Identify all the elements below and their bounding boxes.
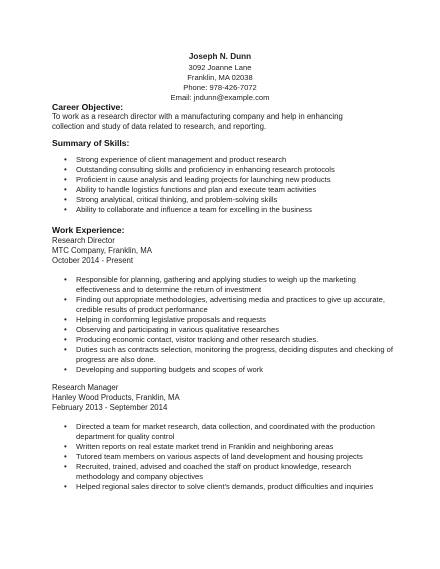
address-city: Franklin, MA 02038 bbox=[187, 73, 253, 82]
duty-item: • Finding out appropriate methodologies, advertising media and practices to give up accurate, credible results of product performance bbox=[64, 295, 394, 315]
job-duties-list bbox=[64, 275, 394, 375]
skills-list bbox=[64, 155, 404, 215]
job-dates: October 2014 - Present bbox=[52, 256, 134, 265]
duty-item: • Responsible for planning, gathering and applying studies to weigh up the marketing effectiveness and to determine the return of investment bbox=[64, 275, 394, 295]
skill-item: • Ability to handle logistics functions and plan and execute team activities bbox=[64, 185, 404, 195]
job-duties-list bbox=[64, 422, 394, 492]
objective-heading: Career Objective: bbox=[52, 102, 124, 112]
address-street: 3092 Joanne Lane bbox=[188, 63, 252, 72]
duty-item: • Developing and supporting budgets and scopes of work bbox=[64, 365, 394, 375]
skill-item: • Strong experience of client management and product research bbox=[64, 155, 404, 165]
duty-item: • Helping in conforming legislative proposals and requests bbox=[64, 315, 394, 325]
phone-number: Phone: 978-426-7072 bbox=[183, 83, 257, 92]
job-dates: February 2013 - September 2014 bbox=[52, 403, 168, 412]
job-title: Research Director bbox=[52, 236, 115, 245]
applicant-name: Joseph N. Dunn bbox=[188, 52, 252, 61]
skill-item: • Proficient in cause analysis and leading projects for launching new products bbox=[64, 175, 404, 185]
skill-item: • Ability to collaborate and influence a team for excelling in the business bbox=[64, 205, 404, 215]
job-company: MTC Company, Franklin, MA bbox=[52, 246, 152, 255]
email-address: Email: jndunn@example.com bbox=[170, 93, 270, 102]
duty-item: • Directed a team for market research, data collection, and coordinated with the production department for quality control bbox=[64, 422, 394, 442]
duty-item: • Tutored team members on various aspects of land development and housing projects bbox=[64, 452, 394, 462]
duty-item: • Helped regional sales director to solve client's demands, product difficulties and inquiries bbox=[64, 482, 394, 492]
duty-item: • Producing economic contact, visitor tracking and other research studies. bbox=[64, 335, 394, 345]
duty-item: • Recruited, trained, advised and coached the staff on product knowledge, research methodology and company objectives bbox=[64, 462, 394, 482]
objective-text-line-1: To work as a research director with a manufacturing company and help in enhancing bbox=[52, 112, 343, 121]
job-title: Research Manager bbox=[52, 383, 119, 392]
objective-text-line-2: collection and study of data related to research, and reporting. bbox=[52, 122, 267, 131]
duty-item: • Duties such as contracts selection, monitoring the progress, deciding disputes and checking of progress are also done. bbox=[64, 345, 394, 365]
duty-item: • Written reports on real estate market trend in Franklin and neighboring areas bbox=[64, 442, 394, 452]
skill-item: • Strong analytical, critical thinking, and problem-solving skills bbox=[64, 195, 404, 205]
skills-heading: Summary of Skills: bbox=[52, 138, 130, 148]
duty-item: • Observing and participating in various qualitative researches bbox=[64, 325, 394, 335]
experience-heading: Work Experience: bbox=[52, 225, 125, 235]
skill-item: • Outstanding consulting skills and proficiency in enhancing research protocols bbox=[64, 165, 404, 175]
job-company: Hanley Wood Products, Franklin, MA bbox=[52, 393, 180, 402]
